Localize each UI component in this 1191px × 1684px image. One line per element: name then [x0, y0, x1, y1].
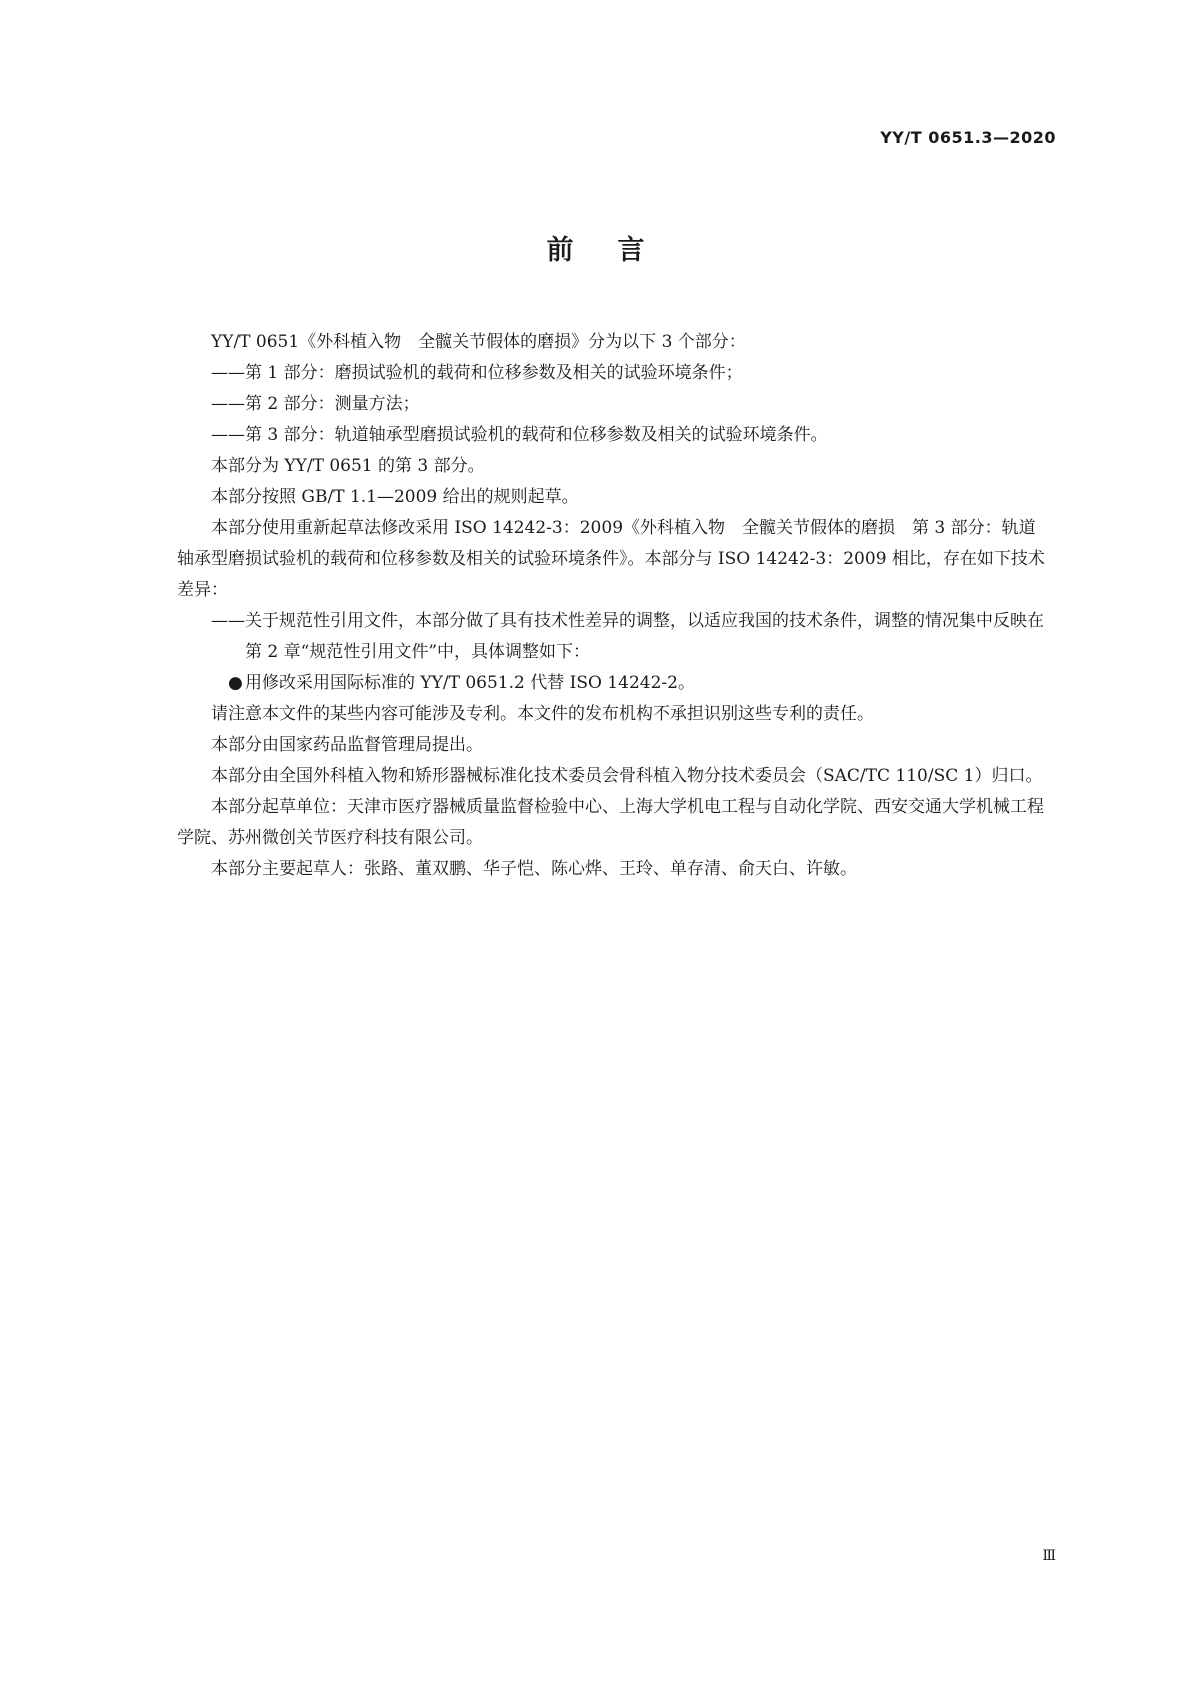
standard-number: YY/T 0651.3—2020: [880, 128, 1056, 147]
page-title: 前言: [546, 235, 689, 266]
bullet-icon: ●: [228, 673, 243, 693]
responsible-committee: 本部分由全国外科植入物和矫形器械标准化技术委员会骨科植入物分技术委员会（SAC/TC 110/SC 1）归口。: [211, 766, 1043, 786]
technical-difference-item: ——关于规范性引用文件，本部分做了具有技术性差异的调整，以适应我国的技术条件，调整的情况集中反映在第 2 章“规范性引用文件”中，具体调整如下：: [211, 611, 1044, 662]
patent-notice: 请注意本文件的某些内容可能涉及专利。本文件的发布机构不承担识别这些专利的责任。: [211, 704, 874, 724]
adoption-statement: 本部分使用重新起草法修改采用 ISO 14242-3：2009《外科植入物 全髋关节假体的磨损 第 3 部分：轨道轴承型磨损试验机的载荷和位移参数及相关的试验环境条件》。本部分与 ISO 14242-3：2009 相比，存在如下技术差异：: [177, 518, 1045, 600]
main-drafters: 本部分主要起草人：张路、董双鹏、华子恺、陈心烨、王玲、单存清、俞天白、许敏。: [211, 859, 857, 879]
foreword-body: [177, 327, 1051, 885]
bullet-text: 用修改采用国际标准的 YY/T 0651.2 代替 ISO 14242-2。: [245, 673, 695, 693]
proposer-statement: 本部分由国家药品监督管理局提出。: [211, 735, 483, 755]
part-2-item: ——第 2 部分：测量方法；: [211, 394, 420, 414]
part-statement: 本部分为 YY/T 0651 的第 3 部分。: [211, 456, 485, 476]
bullet-item: [177, 668, 1051, 699]
part-3-item: ——第 3 部分：轨道轴承型磨损试验机的载荷和位移参数及相关的试验环境条件。: [211, 425, 828, 445]
drafting-organizations: 本部分起草单位：天津市医疗器械质量监督检验中心、上海大学机电工程与自动化学院、西安交通大学机械工程学院、苏州微创关节医疗科技有限公司。: [177, 797, 1044, 848]
page-number: Ⅲ: [1042, 1548, 1056, 1564]
drafting-rules: 本部分按照 GB/T 1.1—2009 给出的规则起草。: [211, 487, 579, 507]
part-1-item: ——第 1 部分：磨损试验机的载荷和位移参数及相关的试验环境条件；: [211, 363, 743, 383]
intro-paragraph: YY/T 0651《外科植入物 全髋关节假体的磨损》分为以下 3 个部分：: [211, 332, 746, 352]
